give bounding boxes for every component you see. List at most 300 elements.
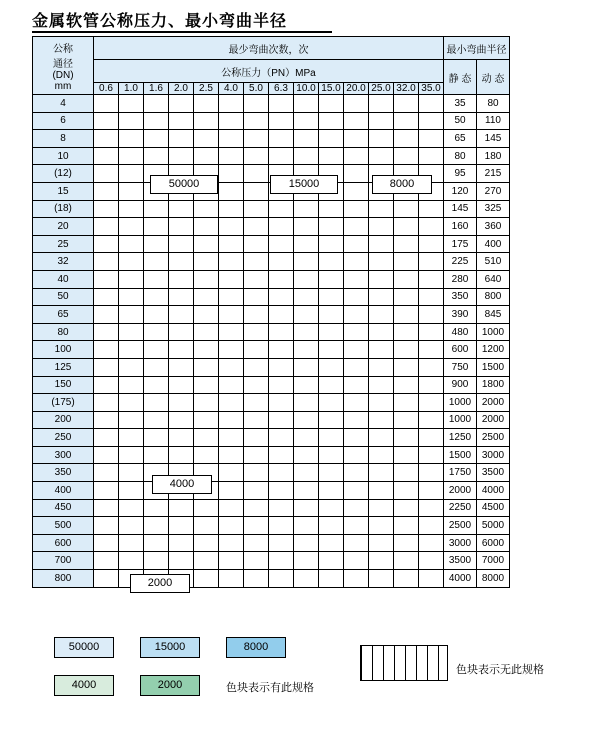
pressure-cell [344,323,369,341]
pressure-cell [394,517,419,535]
pn-col-header-12: 32.0 [394,83,419,95]
dn-cell: 800 [33,570,94,588]
pressure-cell [169,446,194,464]
pressure-cell [194,288,219,306]
pn-header: 公称压力（PN）MPa [94,60,444,83]
pressure-cell [194,341,219,359]
pressure-cell [94,482,119,500]
pressure-cell [219,482,244,500]
pressure-cell [169,147,194,165]
pn-col-header-7: 6.3 [269,83,294,95]
pressure-cell [369,288,394,306]
pressure-cell [94,464,119,482]
pressure-cell [194,429,219,447]
pressure-cell [219,517,244,535]
pressure-cell [369,200,394,218]
pressure-cell [394,341,419,359]
pressure-cell [119,200,144,218]
pressure-cell [369,464,394,482]
static-radius-cell: 390 [444,306,477,324]
pressure-cell [219,165,244,183]
pn-col-header-6: 5.0 [244,83,269,95]
pressure-cell [144,552,169,570]
pressure-cell [344,376,369,394]
pressure-cell [169,411,194,429]
table-row [33,323,510,341]
dynamic-radius-cell: 1800 [477,376,510,394]
dynamic-radius-cell: 2000 [477,411,510,429]
pn-col-header-1: 1.0 [119,83,144,95]
pressure-cell [144,306,169,324]
pressure-cell [419,358,444,376]
pressure-cell [244,499,269,517]
pressure-cell [144,218,169,236]
pressure-cell [344,218,369,236]
pressure-cell [94,534,119,552]
dynamic-radius-cell: 2500 [477,429,510,447]
pressure-cell [419,534,444,552]
pressure-cell [244,182,269,200]
pressure-cell [119,341,144,359]
pressure-cell [269,306,294,324]
pressure-cell [319,429,344,447]
pressure-cell [344,429,369,447]
pressure-cell [194,376,219,394]
pressure-cell [344,130,369,148]
pressure-cell [419,411,444,429]
pressure-cell [269,482,294,500]
pressure-cell [94,165,119,183]
pressure-cell [94,288,119,306]
pressure-cell [194,517,219,535]
static-radius-cell: 4000 [444,570,477,588]
pressure-cell [294,200,319,218]
pressure-cell [394,235,419,253]
pn-col-header-4: 2.5 [194,83,219,95]
pressure-cell [294,552,319,570]
table-row [33,464,510,482]
pressure-cell [419,270,444,288]
pressure-cell [244,306,269,324]
pressure-cell [219,182,244,200]
pressure-cell [94,306,119,324]
pressure-cell [294,95,319,113]
dn-cell: (18) [33,200,94,218]
pressure-cell [244,570,269,588]
pressure-cell [219,358,244,376]
pressure-cell [219,147,244,165]
table-row [33,253,510,271]
pressure-cell [269,235,294,253]
static-radius-cell: 750 [444,358,477,376]
pressure-cell [344,552,369,570]
pressure-cell [319,112,344,130]
pressure-cell [369,253,394,271]
pressure-cell [394,112,419,130]
pressure-cell [319,464,344,482]
inline-label-50000: 50000 [150,175,218,194]
static-radius-cell: 1750 [444,464,477,482]
pressure-cell [269,358,294,376]
static-radius-cell: 50 [444,112,477,130]
dn-cell: 300 [33,446,94,464]
pressure-cell [369,517,394,535]
pressure-cell [394,376,419,394]
pressure-cell [219,464,244,482]
table-row [33,341,510,359]
min-radius-header: 最小弯曲半径 [444,37,510,60]
legend-swatch-2000: 2000 [140,675,200,696]
pressure-cell [219,552,244,570]
static-radius-cell: 1000 [444,411,477,429]
pressure-cell [119,182,144,200]
pressure-cell [294,411,319,429]
pressure-cell [294,570,319,588]
pressure-cell [394,411,419,429]
pressure-cell [419,218,444,236]
pn-col-header-13: 35.0 [419,83,444,95]
pressure-cell [419,95,444,113]
pressure-cell [294,130,319,148]
pressure-cell [119,323,144,341]
dn-cell: 200 [33,411,94,429]
pressure-cell [169,270,194,288]
pressure-cell [169,499,194,517]
pressure-cell [269,270,294,288]
pressure-cell [144,112,169,130]
static-radius-cell: 480 [444,323,477,341]
pressure-cell [344,306,369,324]
pressure-cell [369,552,394,570]
dn-cell: 25 [33,235,94,253]
dn-cell: 450 [33,499,94,517]
dn-header-cell [33,37,94,95]
pressure-cell [244,112,269,130]
table-row [33,270,510,288]
pressure-cell [419,341,444,359]
pressure-cell [294,429,319,447]
static-radius-cell: 3000 [444,534,477,552]
dynamic-radius-cell: 510 [477,253,510,271]
pressure-cell [394,306,419,324]
pressure-cell [419,253,444,271]
dn-cell: 250 [33,429,94,447]
pressure-cell [394,288,419,306]
pressure-cell [344,200,369,218]
pressure-cell [169,218,194,236]
pressure-cell [319,323,344,341]
pressure-cell [269,95,294,113]
pressure-cell [269,394,294,412]
pressure-cell [269,130,294,148]
pressure-cell [344,270,369,288]
dn-cell: 700 [33,552,94,570]
pressure-cell [319,306,344,324]
dynamic-radius-cell: 1200 [477,341,510,359]
pn-col-header-5: 4.0 [219,83,244,95]
pressure-cell [344,517,369,535]
static-radius-cell: 225 [444,253,477,271]
pressure-cell [394,552,419,570]
dynamic-radius-cell: 800 [477,288,510,306]
pressure-cell [244,464,269,482]
pressure-cell [294,499,319,517]
pressure-cell [119,429,144,447]
dn-cell: 40 [33,270,94,288]
table-row [33,376,510,394]
pressure-cell [219,218,244,236]
pressure-cell [294,147,319,165]
table-row [33,200,510,218]
pressure-cell [319,270,344,288]
dynamic-radius-cell: 215 [477,165,510,183]
dynamic-radius-cell: 1500 [477,358,510,376]
pressure-cell [119,270,144,288]
pressure-cell [269,446,294,464]
pressure-cell [119,411,144,429]
pressure-cell [194,147,219,165]
pressure-cell [319,235,344,253]
table-row [33,147,510,165]
pressure-cell [94,411,119,429]
pressure-cell [419,200,444,218]
pressure-cell [369,95,394,113]
pressure-cell [369,218,394,236]
pressure-cell [269,112,294,130]
pressure-cell [94,147,119,165]
pressure-cell [419,429,444,447]
pressure-cell [369,482,394,500]
pressure-cell [394,429,419,447]
pressure-cell [244,323,269,341]
pressure-cell [219,376,244,394]
pressure-cell [394,200,419,218]
pressure-cell [219,130,244,148]
legend-swatch-15000: 15000 [140,637,200,658]
pressure-cell [394,130,419,148]
pressure-cell [294,376,319,394]
dynamic-radius-cell: 360 [477,218,510,236]
pn-col-header-0: 0.6 [94,83,119,95]
pressure-cell [419,376,444,394]
static-radius-cell: 350 [444,288,477,306]
pressure-cell [194,130,219,148]
dn-cell: 350 [33,464,94,482]
pressure-cell [219,288,244,306]
pressure-cell [169,112,194,130]
pressure-cell [219,341,244,359]
pressure-cell [394,464,419,482]
table-row [33,570,510,588]
header-row-pn-values [33,83,510,95]
static-radius-cell: 1250 [444,429,477,447]
pressure-cell [144,411,169,429]
pressure-cell [269,341,294,359]
pressure-cell [294,218,319,236]
pressure-cell [144,534,169,552]
table-head [33,37,510,95]
pressure-cell [419,112,444,130]
pressure-cell [344,112,369,130]
inline-label-15000: 15000 [270,175,338,194]
pressure-cell [194,235,219,253]
pressure-cell [169,376,194,394]
dynamic-radius-cell: 2000 [477,394,510,412]
pressure-cell [319,552,344,570]
dn-header-line-3: mm [54,80,72,92]
pressure-cell [319,341,344,359]
pressure-cell [144,429,169,447]
pressure-cell [294,517,319,535]
pressure-cell [194,499,219,517]
pressure-cell [119,482,144,500]
pressure-cell [194,95,219,113]
pressure-cell [119,253,144,271]
pressure-cell [394,253,419,271]
pressure-cell [194,534,219,552]
inline-label-8000: 8000 [372,175,432,194]
dn-cell: 50 [33,288,94,306]
pressure-cell [419,394,444,412]
pressure-cell [194,306,219,324]
pressure-cell [119,499,144,517]
pressure-cell [294,482,319,500]
static-radius-cell: 80 [444,147,477,165]
pressure-cell [244,394,269,412]
pressure-cell [219,200,244,218]
pressure-cell [194,394,219,412]
static-radius-cell: 95 [444,165,477,183]
pressure-cell [394,358,419,376]
pressure-cell [319,517,344,535]
dn-header-line-1: 通径 [53,58,73,70]
pressure-cell [294,323,319,341]
pressure-cell [244,165,269,183]
pressure-cell [119,534,144,552]
inline-label-4000: 4000 [152,475,212,494]
pressure-cell [244,517,269,535]
pressure-cell [344,165,369,183]
pressure-cell [169,288,194,306]
pressure-cell [319,534,344,552]
pressure-cell [344,147,369,165]
table-body [33,95,510,588]
pressure-cell [419,517,444,535]
pressure-cell [419,464,444,482]
dn-cell: (175) [33,394,94,412]
pressure-cell [394,270,419,288]
pressure-cell [369,341,394,359]
pressure-cell [169,358,194,376]
pressure-cell [269,147,294,165]
pressure-cell [194,446,219,464]
pressure-cell [94,112,119,130]
pressure-cell [294,341,319,359]
pressure-cell [419,323,444,341]
pressure-cell [369,376,394,394]
pressure-cell [369,570,394,588]
pressure-cell [394,95,419,113]
pn-col-header-9: 15.0 [319,83,344,95]
pressure-cell [144,394,169,412]
table-row [33,517,510,535]
pressure-cell [144,147,169,165]
pressure-cell [419,482,444,500]
header-row-1 [33,37,510,60]
pressure-cell [344,570,369,588]
pressure-cell [169,235,194,253]
pressure-cell [319,411,344,429]
pressure-cell [269,534,294,552]
pressure-cell [194,200,219,218]
static-radius-cell: 600 [444,341,477,359]
table-row [33,95,510,113]
pressure-cell [369,306,394,324]
static-radius-cell: 1500 [444,446,477,464]
dynamic-radius-cell: 400 [477,235,510,253]
dn-cell: 15 [33,182,94,200]
pressure-cell [294,235,319,253]
pressure-cell [294,464,319,482]
dynamic-radius-cell: 145 [477,130,510,148]
pressure-cell [294,358,319,376]
pressure-cell [194,411,219,429]
pressure-cell [219,446,244,464]
pressure-cell [244,218,269,236]
dynamic-header: 动 态 [477,60,510,95]
dynamic-radius-cell: 3000 [477,446,510,464]
pressure-cell [344,182,369,200]
pressure-cell [219,570,244,588]
pressure-cell [419,130,444,148]
dn-cell: 80 [33,323,94,341]
pressure-cell [319,95,344,113]
pressure-cell [169,323,194,341]
pressure-cell [219,95,244,113]
pressure-cell [344,341,369,359]
pressure-cell [119,147,144,165]
legend-note-blank: 色块表示无此规格 [456,664,544,676]
pressure-cell [94,200,119,218]
pressure-cell [244,147,269,165]
legend-note-color: 色块表示有此规格 [226,682,314,694]
pressure-cell [344,358,369,376]
pressure-cell [344,394,369,412]
pressure-cell [119,464,144,482]
dynamic-radius-cell: 270 [477,182,510,200]
dn-cell: 400 [33,482,94,500]
pressure-cell [319,394,344,412]
dn-cell: 8 [33,130,94,148]
pressure-cell [94,446,119,464]
pressure-cell [94,182,119,200]
pressure-cell [319,446,344,464]
pressure-cell [394,218,419,236]
pn-col-header-3: 2.0 [169,83,194,95]
dn-cell: (12) [33,165,94,183]
pressure-cell [344,411,369,429]
pressure-cell [219,394,244,412]
pressure-cell [219,112,244,130]
static-radius-cell: 1000 [444,394,477,412]
pressure-cell [144,376,169,394]
pressure-cell [319,218,344,236]
pressure-cell [169,253,194,271]
pressure-cell [394,499,419,517]
table-row [33,482,510,500]
pressure-cell [194,570,219,588]
pressure-cell [269,218,294,236]
